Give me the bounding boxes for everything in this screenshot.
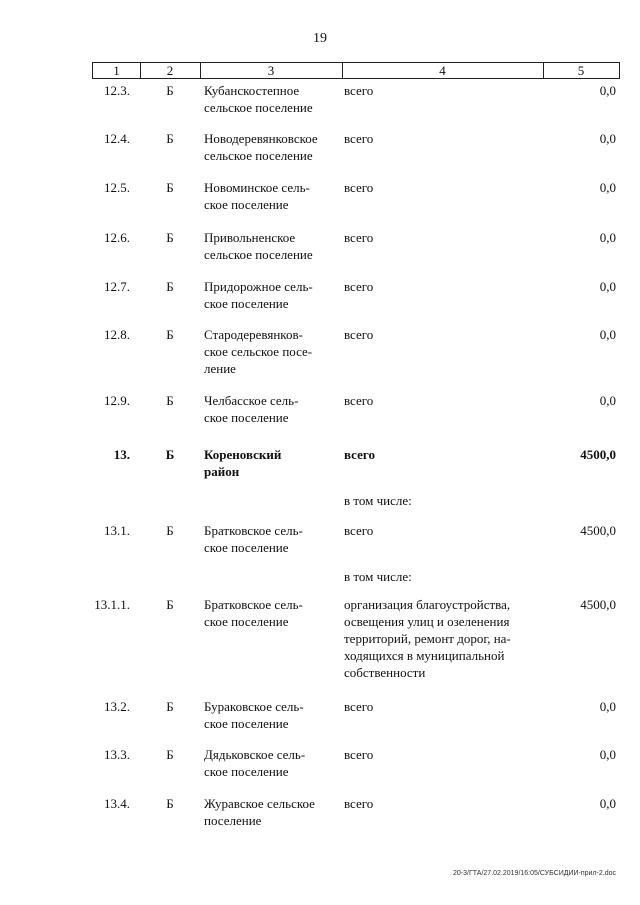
row-category: Б [166,180,174,195]
row-category: Б [166,747,174,762]
row-category: Б [166,131,174,146]
row-number: 12.3. [104,83,130,98]
header-col-4: 4 [439,63,446,78]
row-number: 12.7. [104,279,130,294]
row-name: Дядьковское сель- ское поселение [204,747,306,779]
header-col-5: 5 [577,63,585,78]
row-value: 0,0 [599,327,616,342]
row-name: Кореновский район [204,447,282,479]
row-description: всего [344,279,374,294]
row-value: 0,0 [599,796,616,811]
row-category: Б [166,279,174,294]
row-value: 0,0 [599,393,616,408]
row-value: 0,0 [599,180,616,195]
row-description: всего [344,131,374,146]
row-name: Стародеревянков- ское сельское посе- ление [204,327,313,376]
row-value: 4500,0 [580,523,616,538]
including-note: в том числе: [344,493,412,508]
row-category: Б [166,393,174,408]
row-description: всего [344,796,374,811]
page-number: 19 [313,31,327,46]
document-footer: 20-3/ГТА/27.02.2019/16:05/СУБСИДИИ-прил-2.doc [453,870,616,877]
row-description: всего [344,523,374,538]
row-description: всего [344,83,374,98]
row-value: 4500,0 [580,447,616,462]
row-number: 12.8. [104,327,130,342]
row-number: 13.2. [104,699,130,714]
row-category: Б [166,327,174,342]
row-description: всего [344,447,375,462]
row-value: 0,0 [599,747,616,762]
row-number: 13. [113,447,130,462]
row-value: 0,0 [599,699,616,714]
row-number: 13.4. [104,796,130,811]
header-col-2: 2 [166,63,174,78]
row-category: Б [166,796,174,811]
row-name: Братковское сель- ское поселение [204,597,303,629]
including-note: в том числе: [344,569,412,584]
row-name: Братковское сель- ское поселение [204,523,303,555]
table-header [92,62,620,79]
row-number: 13.1.1. [94,597,130,612]
row-description: всего [344,327,374,342]
row-description: организация благоустройства, освещения улиц и озеленения территорий, ремонт дорог, на- ходящихся в муниципальной собственности [344,597,511,680]
row-name: Новодеревянковское сельское поселение [204,131,318,163]
row-description: всего [344,180,374,195]
header-col-1: 1 [113,63,120,78]
row-number: 13.3. [104,747,130,762]
row-value: 0,0 [599,83,616,98]
row-description: всего [344,699,374,714]
row-number: 12.6. [104,230,130,245]
row-value: 0,0 [599,279,616,294]
row-name: Бураковское сель- ское поселение [204,699,304,731]
row-name: Журавское сельское поселение [204,796,315,828]
row-description: всего [344,747,374,762]
row-number: 13.1. [104,523,130,538]
row-category: Б [165,447,175,462]
row-value: 0,0 [599,131,616,146]
header-col-3: 3 [267,63,275,78]
row-category: Б [166,230,174,245]
row-value: 4500,0 [580,597,616,612]
row-description: всего [344,393,374,408]
row-category: Б [166,597,174,612]
row-name: Привольненское сельское поселение [204,230,313,262]
row-value: 0,0 [599,230,616,245]
row-name: Челбасское сель- ское поселение [204,393,299,425]
row-number: 12.9. [104,393,130,408]
row-category: Б [166,699,174,714]
row-number: 12.4. [104,131,130,146]
row-number: 12.5. [104,180,130,195]
row-name: Придорожное сель- ское поселение [204,279,313,311]
row-category: Б [166,523,174,538]
row-description: всего [344,230,374,245]
row-name: Новоминское сель- ское поселение [204,180,310,212]
row-category: Б [166,83,174,98]
row-name: Кубанскостепное сельское поселение [204,83,313,115]
